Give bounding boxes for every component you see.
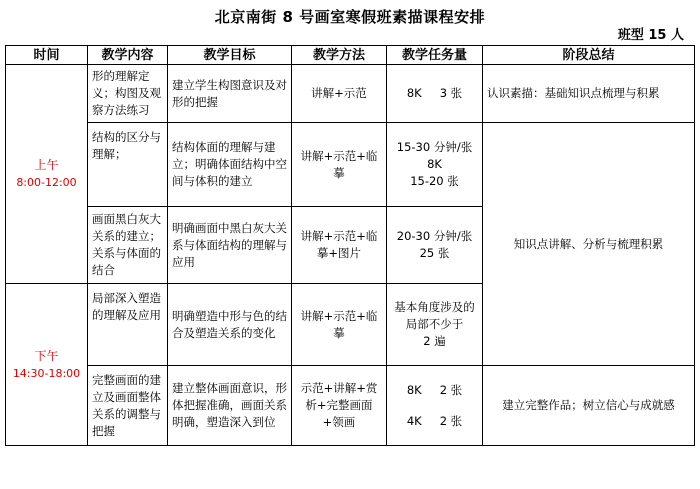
row4-task-desc: 基本角度涉及的局部不少于 bbox=[394, 300, 475, 331]
summary-stage-3: 建立完整作品；树立信心与成就感 bbox=[483, 366, 695, 446]
table-row bbox=[6, 366, 695, 446]
row4-goal: 明确塑造中形与色的结合及塑造关系的变化 bbox=[168, 284, 292, 366]
row2-task-count: 15-20 张 bbox=[410, 174, 459, 188]
page-title: 北京南街 8 号画室寒假班素描课程安排 bbox=[214, 8, 486, 26]
session-afternoon-time: 14:30-18:00 bbox=[12, 366, 81, 380]
row2-task bbox=[387, 123, 483, 207]
row2-task-size: 8K bbox=[427, 157, 442, 171]
header-method: 教学方法 bbox=[292, 46, 387, 65]
row4-method: 讲解+示范+临摹 bbox=[292, 284, 387, 366]
row5-task-count-1: 2 张 bbox=[439, 382, 463, 397]
row5-task bbox=[387, 366, 483, 446]
row5-task-size-2: 4K bbox=[406, 413, 422, 428]
header-goal: 教学目标 bbox=[168, 46, 292, 65]
row2-method: 讲解+示范+临摹 bbox=[292, 123, 387, 207]
row3-task-count: 25 张 bbox=[419, 246, 450, 260]
row5-content: 完整画面的建立及画面整体关系的调整与把握 bbox=[88, 366, 168, 446]
row5-task-count-2: 2 张 bbox=[439, 413, 463, 428]
session-morning bbox=[6, 65, 88, 284]
row3-goal: 明确画面中黑白灰大关系与体面结构的理解与应用 bbox=[168, 207, 292, 284]
row1-task-count: 3 张 bbox=[439, 86, 463, 100]
row4-content: 局部深入塑造的理解及应用 bbox=[88, 284, 168, 366]
row5-method: 示范+讲解+赏析+完整画面+领画 bbox=[292, 366, 387, 446]
row5-task-line1 bbox=[391, 382, 478, 399]
row2-task-duration: 15-30 分钟/张 bbox=[396, 140, 473, 154]
row3-task bbox=[387, 207, 483, 284]
row2-goal: 结构体面的理解与建立；明确体面结构中空间与体积的建立 bbox=[168, 123, 292, 207]
row3-task-duration: 20-30 分钟/张 bbox=[396, 229, 473, 243]
summary-stage-1: 认识素描：基础知识点梳理与积累 bbox=[483, 65, 695, 123]
summary-stage-2: 知识点讲解、分析与梳理积累 bbox=[483, 123, 695, 366]
header-task: 教学任务量 bbox=[387, 46, 483, 65]
row1-content: 形的理解定义；构图及观察方法练习 bbox=[88, 65, 168, 123]
header-time: 时间 bbox=[6, 46, 88, 65]
row1-method: 讲解+示范 bbox=[292, 65, 387, 123]
row2-content: 结构的区分与理解； bbox=[88, 123, 168, 207]
header-summary: 阶段总结 bbox=[483, 46, 695, 65]
row5-goal: 建立整体画面意识，形体把握准确，画面关系明确，塑造深入到位 bbox=[168, 366, 292, 446]
row5-task-line2 bbox=[391, 413, 478, 430]
row1-goal: 建立学生构图意识及对形的把握 bbox=[168, 65, 292, 123]
header-content: 教学内容 bbox=[88, 46, 168, 65]
schedule-table bbox=[5, 45, 695, 446]
row3-method: 讲解+示范+临摹+图片 bbox=[292, 207, 387, 284]
table-row bbox=[6, 65, 695, 123]
row3-content: 画面黑白灰大关系的建立；关系与体面的结合 bbox=[88, 207, 168, 284]
row4-task bbox=[387, 284, 483, 366]
row4-task-count: 2 遍 bbox=[423, 334, 446, 348]
class-size-label: 班型 15 人 bbox=[617, 28, 684, 43]
session-morning-label: 上午 bbox=[34, 158, 59, 172]
session-morning-time: 8:00-12:00 bbox=[16, 176, 77, 189]
header-row bbox=[6, 46, 695, 65]
session-afternoon-label: 下午 bbox=[34, 348, 59, 363]
session-afternoon bbox=[6, 284, 88, 446]
row1-task-size: 8K bbox=[406, 86, 422, 100]
row1-task bbox=[387, 65, 483, 123]
table-row bbox=[6, 123, 695, 207]
row5-task-size-1: 8K bbox=[406, 382, 422, 397]
